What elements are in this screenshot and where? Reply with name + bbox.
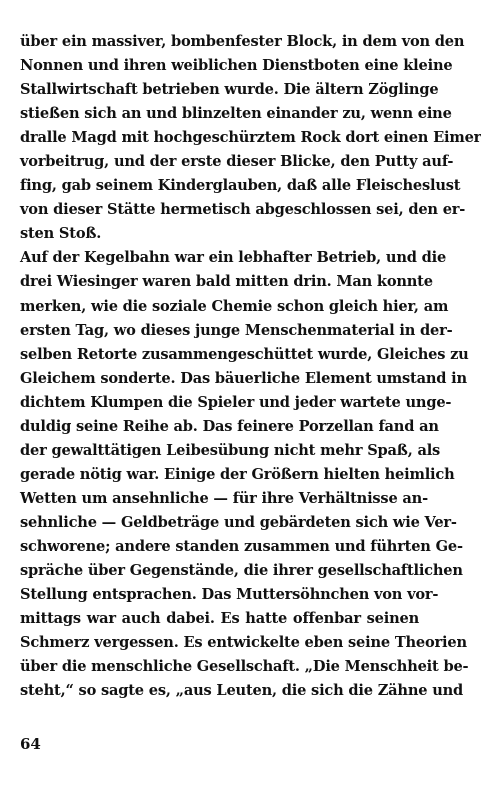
text-line: über ein massiver, bombenfester Block, in dem von den [20, 33, 465, 50]
text-line: über die menschliche Gesellschaft. „Die Menschheit be- [20, 658, 469, 676]
text-line: dichtem Klumpen die Spieler und jeder wartete unge- [20, 393, 452, 411]
text-line: steht,“ so sagte es, „aus Leuten, die sich die Zähne und [20, 682, 464, 700]
text-line: ersten Tag, wo dieses junge Menschenmaterial in der- [20, 321, 453, 339]
text-line: Wetten um ansehnliche — für ihre Verhältnisse an- [20, 489, 428, 507]
text-line: drei Wiesinger waren bald mitten drin. Man konnte [20, 273, 433, 291]
text-line: dralle Magd mit hochgeschürztem Rock dort einen Eimer [20, 129, 481, 147]
text-line: Nonnen und ihren weiblichen Dienstboten eine kleine [20, 57, 453, 75]
text-line: mittags war auch dabei. Es hatte offenbar seinen [20, 610, 419, 628]
text-line: Stallwirtschaft betrieben wurde. Die ältern Zöglinge [20, 81, 439, 99]
text-line: sten Stoß. [20, 225, 102, 243]
text-line: von dieser Stätte hermetisch abgeschlossen sei, den er- [20, 201, 466, 219]
text-line: Stellung entsprachen. Das Muttersöhnchen von vor- [20, 586, 439, 604]
text-line: Gleichem sonderte. Das bäuerliche Element umstand in [20, 369, 467, 387]
text-line: fing, gab seinem Kinderglauben, daß alle Fleischeslust [20, 177, 461, 195]
page-number: 64 [20, 735, 41, 753]
text-line: vorbeitrug, und der erste dieser Blicke, den Putty auf- [20, 153, 454, 171]
text-line: Schmerz vergessen. Es entwickelte eben seine Theorien [20, 634, 467, 652]
text-line: Auf der Kegelbahn war ein lebhafter Betrieb, und die [20, 249, 447, 267]
text-line: duldig seine Reihe ab. Das feinere Porzellan fand an [20, 417, 439, 435]
text-line: gerade nötig war. Einige der Größern hielten heimlich [20, 465, 455, 483]
text-line: selben Retorte zusammengeschüttet wurde, Gleiches zu [20, 345, 469, 363]
text-line: spräche über Gegenstände, die ihrer gesellschaftlichen [20, 562, 463, 580]
text-line: der gewalttätigen Leibesübung nicht mehr Spaß, als [20, 441, 441, 459]
body-text [20, 30, 481, 703]
text-line: stießen sich an und blinzelten einander zu, wenn eine [20, 105, 452, 123]
text-line: merken, wie die soziale Chemie schon gleich hier, am [20, 297, 449, 315]
text-line: sehnliche — Geldbeträge und gebärdeten sich wie Ver- [20, 513, 457, 531]
text-line: schworene; andere standen zusammen und führten Ge- [20, 537, 463, 555]
